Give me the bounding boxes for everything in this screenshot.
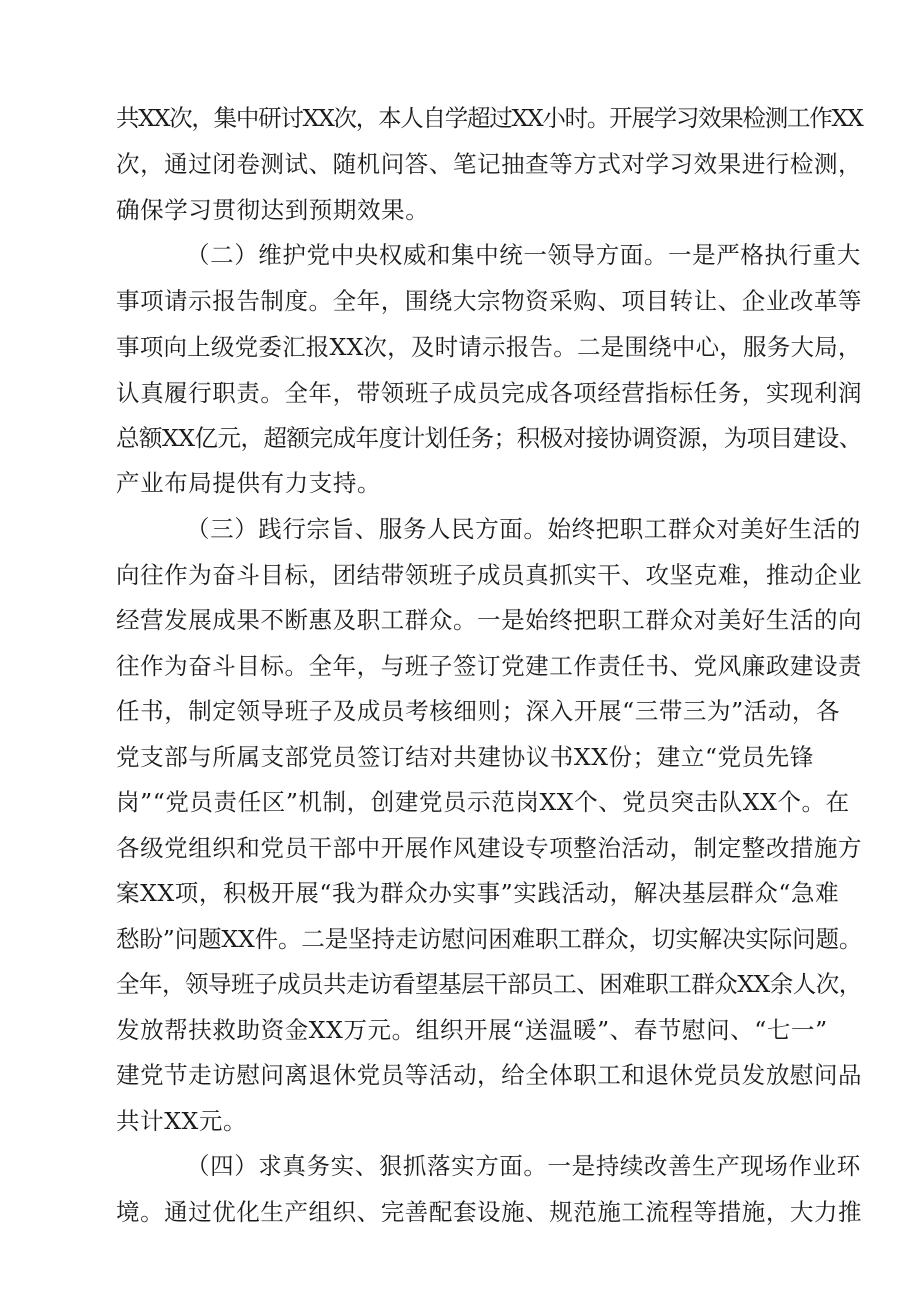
text-line: 共计XX元。 xyxy=(116,1107,248,1135)
text-line: 任书，制定领导班子及成员考核细则；深入开展“三带三为”活动，各 xyxy=(116,697,841,725)
text-line: 岗”“党员责任区”机制，创建党员示范岗XX个、党员突击队XX个。在 xyxy=(116,788,850,816)
text-line: 党支部与所属支部党员签订结对共建协议书XX份；建立“党员先锋 xyxy=(116,743,814,771)
text-line: 发放帮扶救助资金XX万元。组织开展“送温暖”、春节慰问、“七一” xyxy=(116,1016,828,1044)
text-line: 建党节走访慰问离退休党员等活动，给全体职工和退休党员发放慰问品 xyxy=(116,1061,863,1089)
text-line: 往作为奋斗目标。全年，与班子签订党建工作责任书、党风廉政建设责 xyxy=(116,652,863,680)
text-line: 案XX项，积极开展“我为群众办实事”实践活动，解决基层群众“急难 xyxy=(116,879,840,907)
text-line: 共XX次，集中研讨XX次，本人自学超过XX小时。开展学习效果检测工作XX xyxy=(116,104,863,132)
section-heading-line: （三）践行宗旨、服务人民方面。始终把职工群众对美好生活的 xyxy=(186,515,861,543)
text-line: 次，通过闭卷测试、随机问答、笔记抽查等方式对学习效果进行检测， xyxy=(116,150,863,178)
section-heading-line: （二）维护党中央权威和集中统一领导方面。一是严格执行重大 xyxy=(186,241,861,269)
text-line: 境。通过优化生产组织、完善配套设施、规范施工流程等措施，大力推 xyxy=(116,1198,863,1226)
text-line: 确保学习贯彻达到预期效果。 xyxy=(116,196,430,224)
section-heading-line: （四）求真务实、狠抓落实方面。一是持续改善生产现场作业环 xyxy=(186,1152,861,1180)
text-line: 愁盼”问题XX件。二是坚持走访慰问困难职工群众，切实解决实际问题。 xyxy=(116,925,863,953)
text-line: 认真履行职责。全年，带领班子成员完成各项经营指标任务，实现利润 xyxy=(116,379,863,407)
text-line: 事项请示报告制度。全年，围绕大宗物资采购、项目转让、企业改革等 xyxy=(116,287,863,315)
text-line: 各级党组织和党员干部中开展作风建设专项整治活动，制定整改措施方 xyxy=(116,834,863,862)
text-line: 向往作为奋斗目标，团结带领班子成员真抓实干、攻坚克难，推动企业 xyxy=(116,561,863,589)
text-line: 全年，领导班子成员共走访看望基层干部员工、困难职工群众XX余人次， xyxy=(116,970,862,998)
text-line: 经营发展成果不断惠及职工群众。一是始终把职工群众对美好生活的向 xyxy=(116,606,863,634)
text-line: 总额XX亿元，超额完成年度计划任务；积极对接协调资源，为项目建设、 xyxy=(116,424,862,452)
text-line: 产业布局提供有力支持。 xyxy=(116,469,382,497)
text-line: 事项向上级党委汇报XX次，及时请示报告。二是围绕中心，服务大局， xyxy=(116,333,862,361)
